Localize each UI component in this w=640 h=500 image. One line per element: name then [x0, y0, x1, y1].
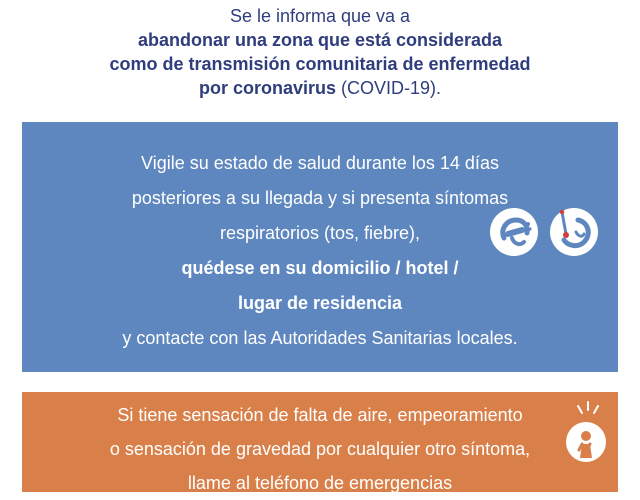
- emergency-panel: [22, 392, 618, 492]
- orange-line-3: llame al teléfono de emergencias: [187, 473, 453, 493]
- blue-line-5: lugar de residencia: [237, 293, 403, 313]
- intro-line-4-rest: (COVID-19).: [336, 78, 442, 98]
- blue-line-6: y contacte con las Autoridades Sanitarias locales.: [122, 328, 518, 348]
- health-monitoring-panel: [22, 122, 618, 372]
- intro-line-2: abandonar una zona que está considerada: [137, 30, 503, 50]
- intro-line-4-bold: por coronavirus: [198, 78, 336, 98]
- blue-line-1: Vigile su estado de salud durante los 14 días: [141, 153, 499, 173]
- cough-icon: [490, 208, 538, 256]
- breath-lines-icon: [570, 400, 606, 424]
- orange-line-1: Si tiene sensación de falta de aire, empeoramiento: [117, 405, 523, 425]
- shortness-of-breath-icon: [566, 422, 606, 462]
- blue-line-4: quédese en su domicilio / hotel /: [181, 258, 459, 278]
- intro-notice: [0, 4, 640, 100]
- blue-line-3: respiratorios (tos, fiebre),: [219, 223, 421, 243]
- intro-line-3: como de transmisión comunitaria de enfermedad: [109, 54, 531, 74]
- intro-line-1: Se le informa que va a: [229, 6, 411, 26]
- emergency-text: [22, 398, 618, 500]
- fever-thermometer-icon: [550, 208, 598, 256]
- orange-line-2: o sensación de gravedad por cualquier otro síntoma,: [109, 439, 531, 459]
- blue-line-2: posteriores a su llegada y si presenta síntomas: [131, 188, 509, 208]
